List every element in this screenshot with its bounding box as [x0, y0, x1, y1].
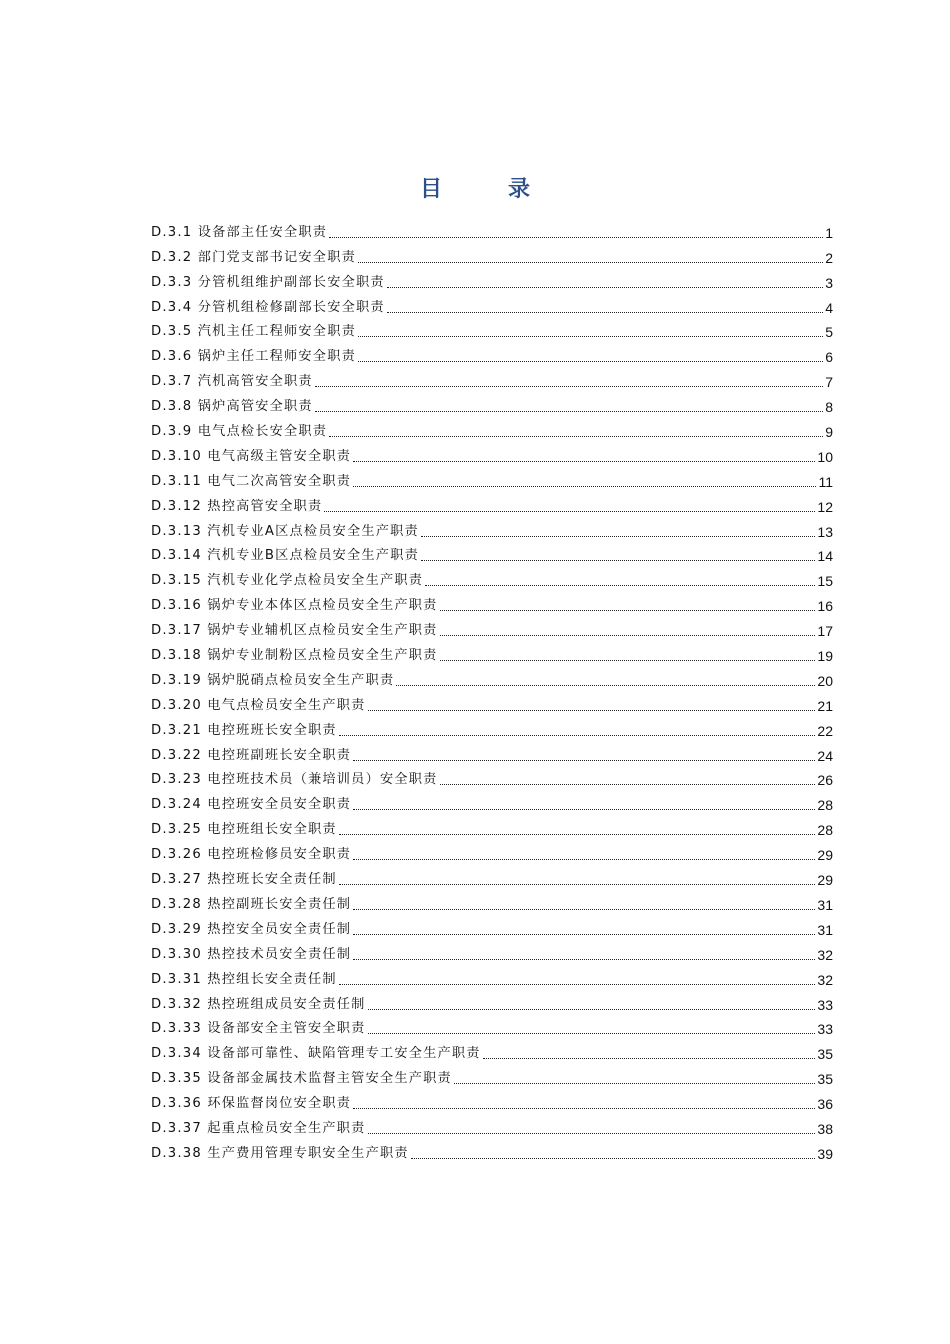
- toc-entry-page-number: 9: [825, 424, 833, 441]
- toc-dot-leader: [483, 1058, 816, 1059]
- toc-entry-label: D.3.22 电控班副班长安全职责: [151, 747, 352, 763]
- toc-dot-leader: [368, 1033, 816, 1034]
- toc-entry[interactable]: [151, 442, 833, 467]
- toc-entry-page-number: 8: [825, 399, 833, 416]
- toc-dot-leader: [353, 859, 815, 860]
- toc-entry[interactable]: [151, 1064, 833, 1089]
- toc-entry[interactable]: [151, 915, 833, 940]
- toc-entry-page-number: 19: [817, 648, 833, 665]
- toc-dot-leader: [440, 635, 816, 636]
- toc-entry[interactable]: [151, 293, 833, 318]
- toc-dot-leader: [339, 984, 816, 985]
- toc-entry[interactable]: [151, 940, 833, 965]
- toc-entry-label: D.3.4 分管机组检修副部长安全职责: [151, 299, 385, 315]
- toc-dot-leader: [358, 336, 823, 337]
- toc-dot-leader: [353, 934, 815, 935]
- toc-entry-label: D.3.6 锅炉主任工程师安全职责: [151, 349, 356, 365]
- toc-dot-leader: [353, 959, 815, 960]
- toc-entry-label: D.3.20 电气点检员安全生产职责: [151, 697, 366, 713]
- toc-entry[interactable]: [151, 716, 833, 741]
- toc-dot-leader: [353, 809, 815, 810]
- toc-dot-leader: [387, 287, 823, 288]
- toc-entry[interactable]: [151, 1089, 833, 1114]
- toc-entry-page-number: 35: [817, 1046, 833, 1063]
- toc-dot-leader: [358, 361, 823, 362]
- toc-dot-leader: [329, 436, 823, 437]
- toc-dot-leader: [440, 660, 816, 661]
- toc-dot-leader: [440, 784, 816, 785]
- toc-entry-page-number: 31: [817, 921, 833, 938]
- toc-dot-leader: [425, 585, 815, 586]
- toc-entry-page-number: 29: [817, 847, 833, 864]
- toc-entry-label: D.3.21 电控班班长安全职责: [151, 722, 337, 738]
- toc-entry[interactable]: [151, 367, 833, 392]
- toc-entry[interactable]: [151, 1114, 833, 1139]
- toc-dot-leader: [440, 610, 816, 611]
- toc-entry[interactable]: [151, 990, 833, 1015]
- toc-entry-page-number: 32: [817, 971, 833, 988]
- toc-entry-label: D.3.14 汽机专业B区点检员安全生产职责: [151, 548, 419, 564]
- toc-entry-label: D.3.3 分管机组维护副部长安全职责: [151, 274, 385, 290]
- toc-entry[interactable]: [151, 566, 833, 591]
- toc-dot-leader: [368, 1009, 816, 1010]
- toc-entry-label: D.3.17 锅炉专业辅机区点检员安全生产职责: [151, 623, 438, 639]
- toc-entry-label: D.3.12 热控高管安全职责: [151, 498, 323, 514]
- toc-entry-page-number: 2: [825, 249, 833, 266]
- toc-dot-leader: [421, 560, 815, 561]
- toc-entry-label: D.3.1 设备部主任安全职责: [151, 224, 328, 240]
- toc-dot-leader: [454, 1083, 816, 1084]
- toc-entry-label: D.3.15 汽机专业化学点检员安全生产职责: [151, 573, 424, 589]
- toc-dot-leader: [396, 685, 815, 686]
- toc-entry-page-number: 22: [817, 722, 833, 739]
- toc-entry[interactable]: [151, 392, 833, 417]
- toc-entry[interactable]: [151, 1039, 833, 1064]
- toc-entry-label: D.3.11 电气二次高管安全职责: [151, 473, 352, 489]
- toc-entry-label: D.3.38 生产费用管理专职安全生产职责: [151, 1145, 409, 1161]
- toc-entry-page-number: 21: [817, 697, 833, 714]
- toc-entry-page-number: 26: [817, 772, 833, 789]
- toc-entry-label: D.3.26 电控班检修员安全职责: [151, 847, 352, 863]
- toc-entry[interactable]: [151, 492, 833, 517]
- toc-entry[interactable]: [151, 243, 833, 268]
- toc-dot-leader: [339, 884, 816, 885]
- toc-dot-leader: [315, 386, 823, 387]
- toc-entry-label: D.3.32 热控班组成员安全责任制: [151, 996, 366, 1012]
- toc-dot-leader: [353, 909, 815, 910]
- toc-entry[interactable]: [151, 890, 833, 915]
- toc-entry-page-number: 31: [817, 896, 833, 913]
- toc-entry-page-number: 28: [817, 822, 833, 839]
- toc-entry[interactable]: [151, 691, 833, 716]
- toc-dot-leader: [353, 461, 815, 462]
- toc-entry-label: D.3.5 汽机主任工程师安全职责: [151, 324, 356, 340]
- toc-entry[interactable]: [151, 965, 833, 990]
- toc-entry-label: D.3.28 热控副班长安全责任制: [151, 896, 352, 912]
- toc-entry[interactable]: [151, 641, 833, 666]
- toc-entry-label: D.3.33 设备部安全主管安全职责: [151, 1021, 366, 1037]
- toc-dot-leader: [353, 1108, 815, 1109]
- toc-entry-page-number: 14: [817, 548, 833, 565]
- toc-dot-leader: [387, 312, 823, 313]
- toc-entry-page-number: 39: [817, 1145, 833, 1162]
- toc-entry[interactable]: [151, 666, 833, 691]
- toc-dot-leader: [324, 511, 815, 512]
- toc-entry-page-number: 16: [817, 598, 833, 615]
- toc-entry-label: D.3.24 电控班安全员安全职责: [151, 797, 352, 813]
- toc-dot-leader: [353, 486, 816, 487]
- toc-entry-label: D.3.37 起重点检员安全生产职责: [151, 1120, 366, 1136]
- toc-entry-page-number: 3: [825, 274, 833, 291]
- toc-entry-page-number: 28: [817, 797, 833, 814]
- toc-entry-page-number: 15: [817, 573, 833, 590]
- toc-entry-label: D.3.30 热控技术员安全责任制: [151, 946, 352, 962]
- toc-entry-page-number: 20: [817, 672, 833, 689]
- toc-dot-leader: [421, 536, 815, 537]
- toc-entry-label: D.3.10 电气高级主管安全职责: [151, 448, 352, 464]
- toc-entry[interactable]: [151, 865, 833, 890]
- toc-entry-page-number: 12: [817, 498, 833, 515]
- toc-dot-leader: [368, 710, 816, 711]
- toc-entry-page-number: 5: [825, 324, 833, 341]
- toc-entry-page-number: 36: [817, 1096, 833, 1113]
- toc-dot-leader: [368, 1133, 816, 1134]
- toc-entry[interactable]: [151, 467, 833, 492]
- toc-entry[interactable]: [151, 766, 833, 791]
- toc-entry-label: D.3.13 汽机专业A区点检员安全生产职责: [151, 523, 419, 539]
- toc-entry[interactable]: [151, 616, 833, 641]
- toc-entry[interactable]: [151, 1139, 833, 1164]
- toc-entry-label: D.3.19 锅炉脱硝点检员安全生产职责: [151, 672, 395, 688]
- toc-entry-label: D.3.36 环保监督岗位安全职责: [151, 1096, 352, 1112]
- toc-entry[interactable]: [151, 542, 833, 567]
- toc-entry-label: D.3.23 电控班技术员（兼培训员）安全职责: [151, 772, 438, 788]
- toc-entry-label: D.3.34 设备部可靠性、缺陷管理专工安全生产职责: [151, 1046, 481, 1062]
- toc-list: [151, 218, 833, 1164]
- toc-dot-leader: [315, 411, 823, 412]
- toc-entry[interactable]: [151, 741, 833, 766]
- toc-entry-page-number: 35: [817, 1071, 833, 1088]
- toc-entry-page-number: 17: [817, 623, 833, 640]
- toc-dot-leader: [411, 1158, 816, 1159]
- toc-entry-label: D.3.16 锅炉专业本体区点检员安全生产职责: [151, 598, 438, 614]
- toc-entry-page-number: 10: [817, 448, 833, 465]
- toc-entry[interactable]: [151, 342, 833, 367]
- toc-entry-label: D.3.9 电气点检长安全职责: [151, 424, 328, 440]
- toc-entry[interactable]: [151, 1015, 833, 1040]
- toc-entry[interactable]: [151, 417, 833, 442]
- toc-entry-label: D.3.31 热控组长安全责任制: [151, 971, 337, 987]
- toc-entry[interactable]: [151, 591, 833, 616]
- toc-entry-page-number: 29: [817, 872, 833, 889]
- toc-entry-page-number: 33: [817, 1021, 833, 1038]
- toc-entry[interactable]: [151, 218, 833, 243]
- toc-entry-label: D.3.35 设备部金属技术监督主管安全生产职责: [151, 1071, 452, 1087]
- toc-entry[interactable]: [151, 268, 833, 293]
- toc-entry-label: D.3.2 部门党支部书记安全职责: [151, 249, 356, 265]
- toc-entry[interactable]: [151, 815, 833, 840]
- toc-dot-leader: [358, 262, 823, 263]
- toc-entry-label: D.3.8 锅炉高管安全职责: [151, 399, 313, 415]
- toc-entry[interactable]: [151, 790, 833, 815]
- toc-entry-label: D.3.18 锅炉专业制粉区点检员安全生产职责: [151, 648, 438, 664]
- toc-title: 目 录: [419, 177, 552, 202]
- toc-entry-page-number: 6: [825, 349, 833, 366]
- toc-entry-page-number: 11: [818, 473, 833, 490]
- toc-dot-leader: [339, 735, 816, 736]
- toc-entry-page-number: 13: [817, 523, 833, 540]
- toc-dot-leader: [339, 834, 816, 835]
- toc-entry-label: D.3.27 热控班长安全责任制: [151, 872, 337, 888]
- toc-entry-page-number: 38: [817, 1120, 833, 1137]
- toc-dot-leader: [353, 760, 815, 761]
- toc-entry-label: D.3.29 热控安全员安全责任制: [151, 921, 352, 937]
- toc-entry[interactable]: [151, 517, 833, 542]
- toc-dot-leader: [329, 237, 823, 238]
- toc-entry-label: D.3.7 汽机高管安全职责: [151, 374, 313, 390]
- toc-entry-page-number: 7: [825, 374, 833, 391]
- toc-entry-page-number: 1: [825, 224, 833, 241]
- toc-entry-page-number: 4: [825, 299, 833, 316]
- toc-entry-page-number: 24: [817, 747, 833, 764]
- toc-entry-label: D.3.25 电控班组长安全职责: [151, 822, 337, 838]
- toc-entry[interactable]: [151, 318, 833, 343]
- toc-entry-page-number: 32: [817, 946, 833, 963]
- toc-entry[interactable]: [151, 840, 833, 865]
- toc-entry-page-number: 33: [817, 996, 833, 1013]
